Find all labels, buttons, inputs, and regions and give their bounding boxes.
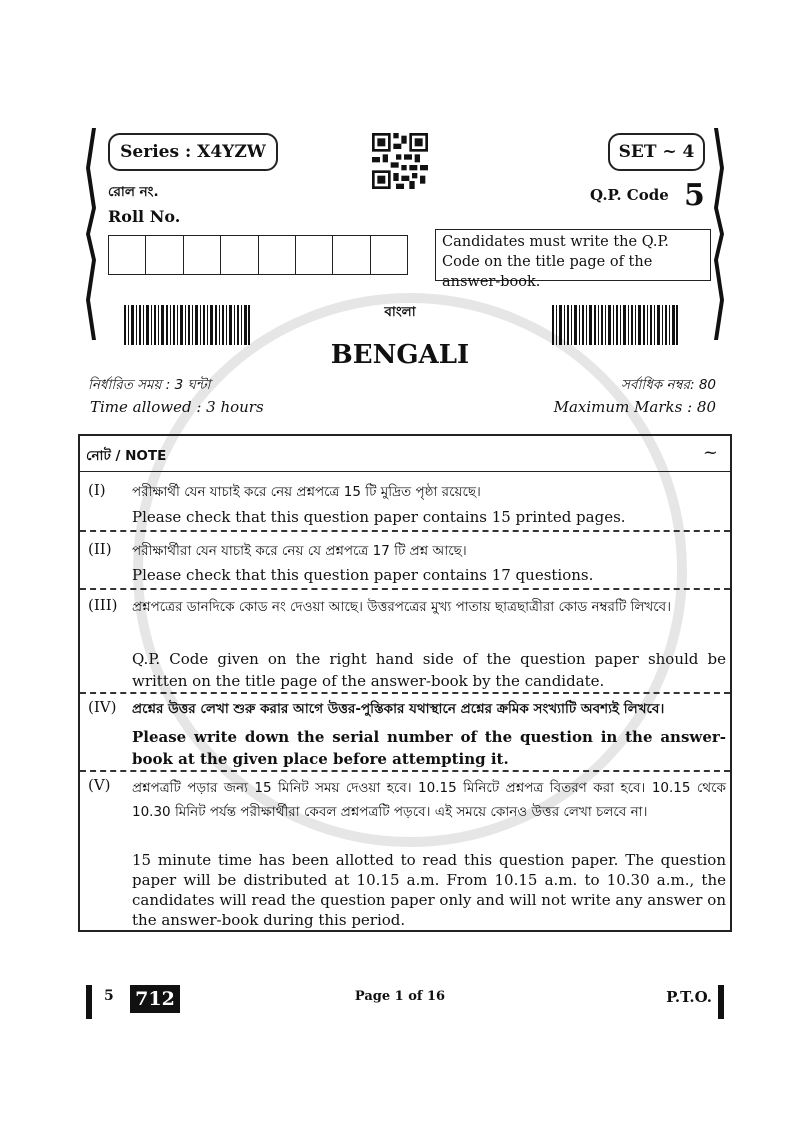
subject-title-bengali: বাংলা bbox=[384, 304, 416, 320]
footer-right-bar bbox=[718, 985, 724, 1019]
note-item-bengali: পরীক্ষার্থীরা যেন যাচাই করে নেয় যে প্রশ্নপত্রে 17 টি প্রশ্ন আছে। bbox=[132, 543, 467, 559]
footer-qp-code: 5 bbox=[104, 988, 114, 1004]
roll-cell[interactable] bbox=[221, 236, 258, 274]
time-allowed-bengali: নির্ধারিত সময় : 3 ঘন্টা bbox=[88, 377, 211, 393]
note-item-english: 15 minute time has been allotted to read this question paper. The question paper will be distributed at 10.15 a.m. From 10.15 a.m. to 10.30 a.m., the candidates will read the question paper only and will not write any answer on the answer-book during this period. bbox=[132, 851, 726, 929]
roll-label-bengali: রোল নং. bbox=[108, 184, 159, 200]
divider bbox=[80, 588, 730, 590]
max-marks: Maximum Marks : 80 bbox=[553, 398, 716, 416]
set-label: SET ~ 4 bbox=[608, 133, 705, 171]
note-item-english: Q.P. Code given on the right hand side of the question paper should be written on the title page of the answer-book by the candidate. bbox=[132, 650, 726, 690]
qp-code-label: Q.P. Code bbox=[590, 186, 669, 204]
note-item-bengali: প্রশ্নপত্রটি পড়ার জন্য 15 মিনিট সময় দেওয়া হবে। 10.15 মিনিটে প্রশ্নপত্র বিতরণ করা হবে। 10.15 থেকে 10.30 মিনিট পর্যন্ত পরীক্ষার্থীরা কেবল প্রশ্নপত্রটি পড়বে। এই সময়ে কোনও উত্তর লেখা চলবে না। bbox=[132, 780, 726, 820]
roll-cell[interactable] bbox=[371, 236, 407, 274]
roll-cell[interactable] bbox=[184, 236, 221, 274]
footer-paper-code: 712 bbox=[130, 985, 180, 1013]
note-item-english: Please check that this question paper contains 15 printed pages. bbox=[132, 508, 626, 526]
roll-cell[interactable] bbox=[109, 236, 146, 274]
max-marks-bengali: সর্বাধিক নম্বর: 80 bbox=[621, 377, 716, 393]
divider bbox=[80, 770, 730, 772]
note-item-number: (III) bbox=[88, 596, 118, 614]
page-number: Page 1 of 16 bbox=[354, 989, 446, 1004]
note-item-bengali: প্রশ্নপত্রের ডানদিকে কোড নং দেওয়া আছে। উত্তরপত্রের মুখ্য পাতায় ছাত্রছাত্রীরা কোড নম্বরটি লিখবে। bbox=[132, 599, 672, 615]
qr-code-icon bbox=[372, 133, 428, 189]
roll-cell[interactable] bbox=[296, 236, 333, 274]
divider bbox=[80, 692, 730, 694]
pto-label: P.T.O. bbox=[666, 988, 712, 1006]
roll-cell[interactable] bbox=[333, 236, 370, 274]
series-label: Series : X4YZW bbox=[108, 133, 278, 171]
note-item-number: (II) bbox=[88, 540, 112, 558]
roll-label: Roll No. bbox=[108, 207, 181, 226]
note-title: নোট / NOTE bbox=[86, 448, 167, 464]
note-item-number: (IV) bbox=[88, 698, 117, 716]
note-item-english: Please write down the serial number of the question in the answer-book at the given place before attempting it. bbox=[132, 728, 726, 768]
subject-title: BENGALI bbox=[330, 340, 470, 370]
roll-cell[interactable] bbox=[259, 236, 296, 274]
note-box bbox=[78, 434, 732, 932]
candidates-note: Candidates must write the Q.P. Code on the title page of the answer-book. bbox=[435, 229, 711, 281]
note-header bbox=[80, 436, 730, 472]
roll-number-grid[interactable] bbox=[108, 235, 408, 275]
note-item-number: (V) bbox=[88, 776, 111, 794]
qp-code-value: 5 bbox=[684, 178, 705, 213]
time-allowed: Time allowed : 3 hours bbox=[90, 398, 264, 416]
note-item-english: Please check that this question paper contains 17 questions. bbox=[132, 566, 594, 584]
note-item-number: (I) bbox=[88, 481, 106, 499]
note-item-bengali: পরীক্ষার্থী যেন যাচাই করে নেয় প্রশ্নপত্রে 15 টি মুদ্রিত পৃষ্ঠা রয়েছে। bbox=[132, 484, 481, 500]
divider bbox=[80, 530, 730, 532]
tilde-mark: ~ bbox=[702, 442, 718, 463]
note-item-bengali: প্রশ্নের উত্তর লেখা শুরু করার আগে উত্তর-পুস্তিকার যথাস্থানে প্রশ্নের ক্রমিক সংখ্যাটি অবশ্যই লিখবে। bbox=[132, 701, 665, 717]
roll-cell[interactable] bbox=[146, 236, 183, 274]
